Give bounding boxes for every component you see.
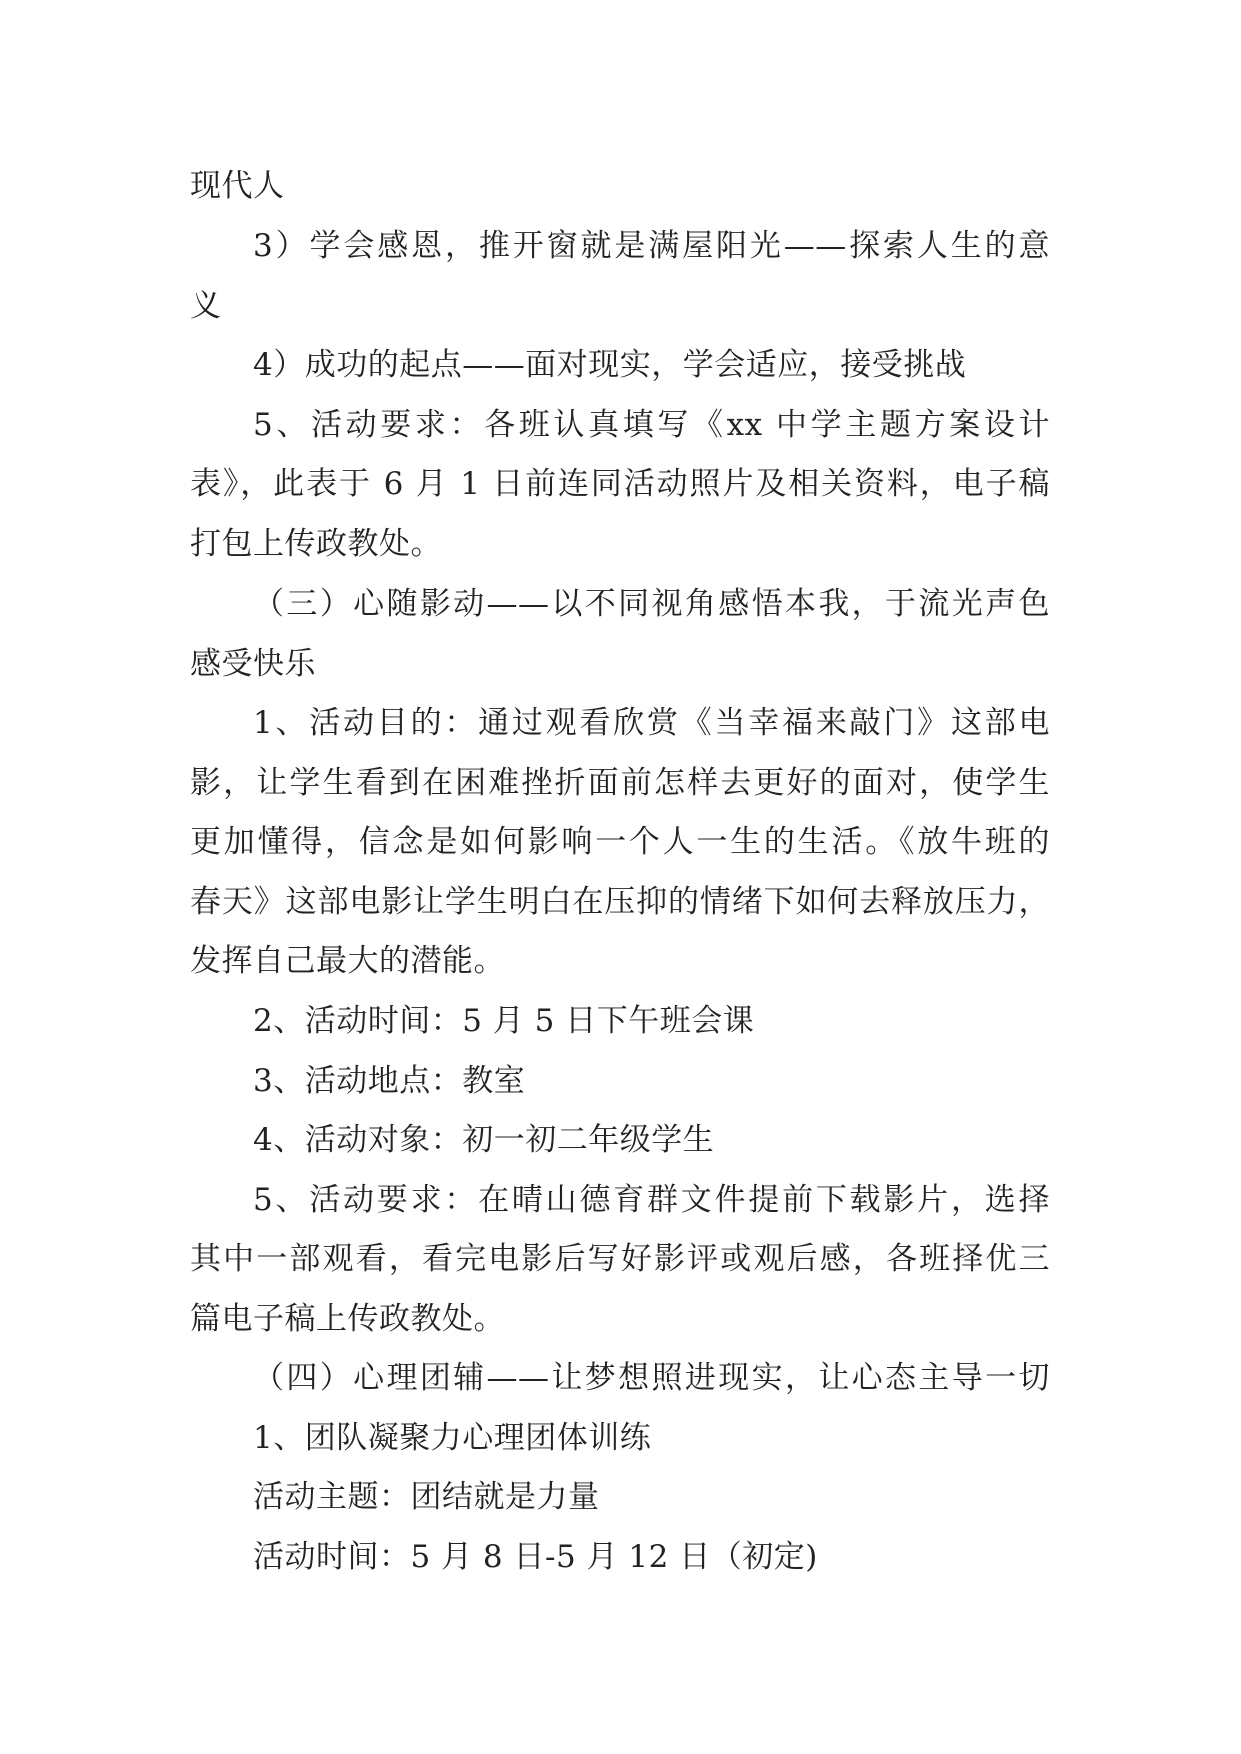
text-line: 篇电子稿上传政教处。 bbox=[190, 1301, 505, 1337]
text-line: 其中一部观看，看完电影后写好影评或观后感，各班择优三 bbox=[190, 1241, 1050, 1277]
text-line: 现代人 bbox=[190, 168, 285, 204]
text-line: 1、活动目的：通过观看欣赏《当幸福来敲门》这部电 bbox=[253, 705, 1050, 741]
text-line: 3）学会感恩，推开窗就是满屋阳光——探索人生的意 bbox=[253, 228, 1050, 264]
section-heading: （三）心随影动——以不同视角感悟本我，于流光声色 bbox=[253, 586, 1050, 622]
text-line: 表》，此表于 6 月 1 日前连同活动照片及相关资料，电子稿 bbox=[190, 466, 1050, 502]
text-line: 5、活动要求：在晴山德育群文件提前下载影片，选择 bbox=[253, 1182, 1050, 1218]
text-line: 春天》这部电影让学生明白在压抑的情绪下如何去释放压力， bbox=[190, 884, 1050, 920]
text-line: 5、活动要求：各班认真填写《xx 中学主题方案设计 bbox=[253, 407, 1050, 443]
text-line: 1、团队凝聚力心理团体训练 bbox=[253, 1420, 652, 1456]
text-line: 活动主题：团结就是力量 bbox=[253, 1479, 600, 1515]
text-line: 发挥自己最大的潜能。 bbox=[190, 943, 505, 979]
section-heading: （四）心理团辅——让梦想照进现实，让心态主导一切 bbox=[253, 1360, 1050, 1396]
text-line: 活动时间：5 月 8 日-5 月 12 日（初定) bbox=[253, 1539, 818, 1575]
text-line: 2、活动时间：5 月 5 日下午班会课 bbox=[253, 1003, 755, 1039]
section-heading: 感受快乐 bbox=[190, 646, 316, 682]
text-line: 影，让学生看到在困难挫折面前怎样去更好的面对，使学生 bbox=[190, 765, 1050, 801]
text-line: 义 bbox=[190, 288, 222, 324]
text-line: 3、活动地点：教室 bbox=[253, 1063, 526, 1099]
text-line: 4）成功的起点——面对现实，学会适应，接受挑战 bbox=[253, 347, 967, 383]
text-line: 4、活动对象：初一初二年级学生 bbox=[253, 1122, 715, 1158]
text-line: 更加懂得，信念是如何影响一个人一生的生活。《放牛班的 bbox=[190, 824, 1050, 860]
text-line: 打包上传政教处。 bbox=[190, 526, 442, 562]
